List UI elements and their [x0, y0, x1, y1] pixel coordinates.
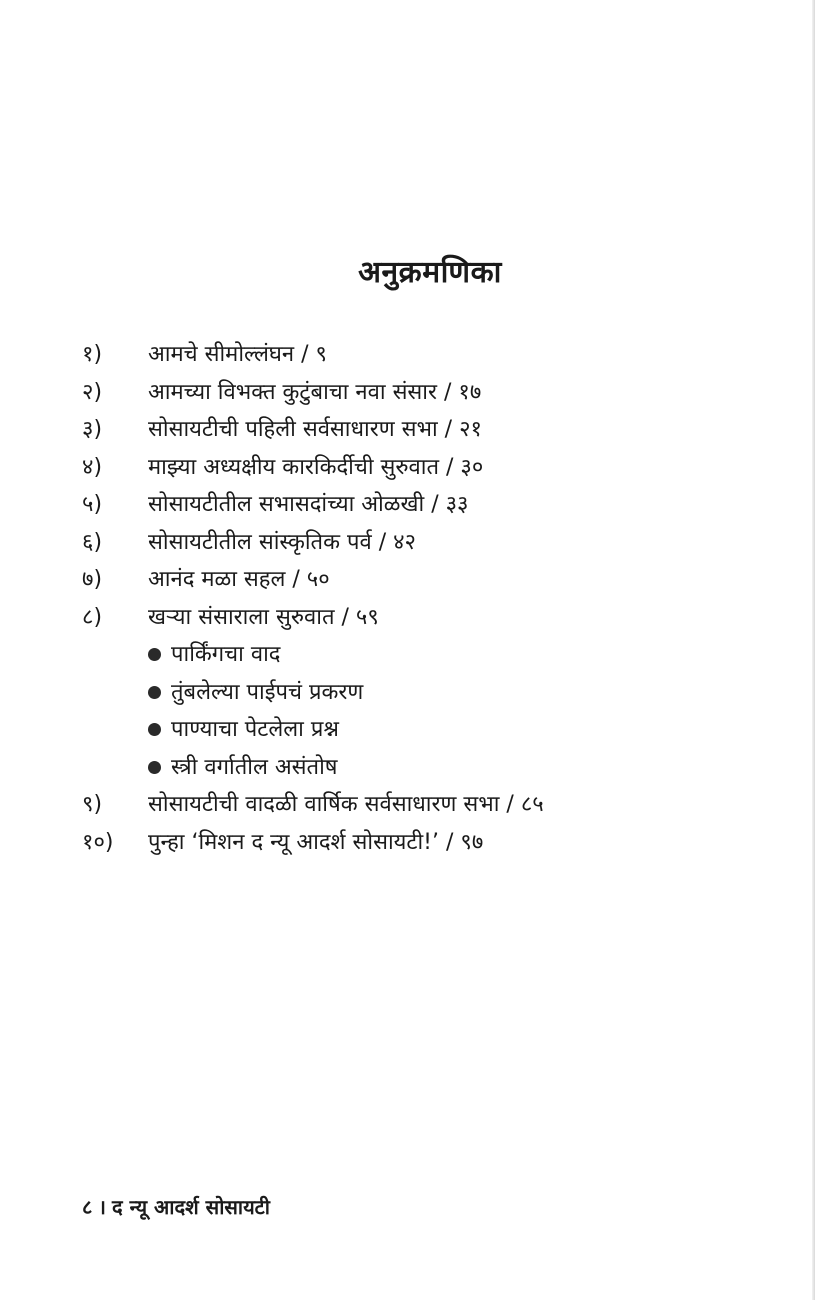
- toc-entry-7: [82, 561, 782, 599]
- toc-entry-9: [82, 786, 782, 824]
- toc-entry-number: ४): [82, 454, 103, 480]
- toc-sub-entry-4: [82, 749, 782, 787]
- footer-separator: ।: [98, 1195, 106, 1219]
- toc-entry-number: ५): [82, 492, 103, 517]
- toc-entry-number: २): [82, 379, 103, 405]
- toc-sub-entry-text: स्त्री वर्गातील असंतोष: [171, 754, 338, 780]
- toc-entry-text: सोसायटीतील सभासदांच्या ओळखी / ३३: [148, 492, 469, 517]
- bullet-icon: [148, 723, 161, 736]
- toc-entry-text: खऱ्या संसाराला सुरुवात / ५९: [148, 604, 379, 630]
- toc-entry-number: ८): [82, 604, 103, 630]
- toc-entry-10: [82, 824, 782, 862]
- toc-entry-text: सोसायटीची वादळी वार्षिक सर्वसाधारण सभा / ८५: [148, 792, 544, 817]
- toc-sub-entry-text: पार्किंगचा वाद: [171, 642, 281, 667]
- page-footer: [82, 1193, 270, 1220]
- toc-entry-1: [82, 336, 782, 374]
- table-of-contents: [82, 336, 782, 861]
- toc-entry-3: [82, 411, 782, 449]
- toc-sub-entry-text: तुंबलेल्या पाईपचं प्रकरण: [171, 679, 364, 705]
- toc-entry-number: ६): [82, 529, 103, 555]
- toc-entry-text: सोसायटीतील सांस्कृतिक पर्व / ४२: [148, 529, 416, 555]
- toc-sub-entry-2: [82, 674, 782, 712]
- bullet-icon: [148, 648, 161, 661]
- toc-sub-entry-3: [82, 711, 782, 749]
- toc-entry-text: सोसायटीची पहिली सर्वसाधारण सभा / २१: [148, 417, 482, 442]
- toc-entry-8: [82, 599, 782, 637]
- toc-entry-4: [82, 449, 782, 487]
- toc-sub-entry-1: [82, 636, 782, 674]
- toc-entry-6: [82, 524, 782, 562]
- footer-book-title: द न्यू आदर्श सोसायटी: [112, 1195, 270, 1219]
- toc-entry-5: [82, 486, 782, 524]
- toc-entry-text: आमच्या विभक्त कुटुंबाचा नवा संसार / १७: [148, 379, 482, 405]
- toc-entry-number: ९): [82, 792, 103, 817]
- bullet-icon: [148, 686, 161, 699]
- toc-sub-entry-text: पाण्याचा पेटलेला प्रश्न: [171, 717, 339, 742]
- bullet-icon: [148, 761, 161, 774]
- footer-page-number: ८: [82, 1195, 93, 1219]
- toc-entry-number: १): [82, 342, 103, 367]
- toc-entry-text: पुन्हा ‘मिशन द न्यू आदर्श सोसायटी!’ / ९७: [148, 829, 484, 855]
- toc-entry-number: १०): [82, 829, 114, 855]
- page-title: अनुक्रमणिका: [358, 255, 502, 290]
- toc-entry-text: आनंद मळा सहल / ५०: [148, 567, 330, 592]
- toc-entry-text: आमचे सीमोल्लंघन / ९: [148, 342, 327, 367]
- toc-entry-text: माझ्या अध्यक्षीय कारकिर्दीची सुरुवात / ३०: [148, 454, 484, 480]
- toc-entry-2: [82, 374, 782, 412]
- toc-entry-number: ३): [82, 417, 103, 442]
- toc-entry-number: ७): [82, 567, 103, 592]
